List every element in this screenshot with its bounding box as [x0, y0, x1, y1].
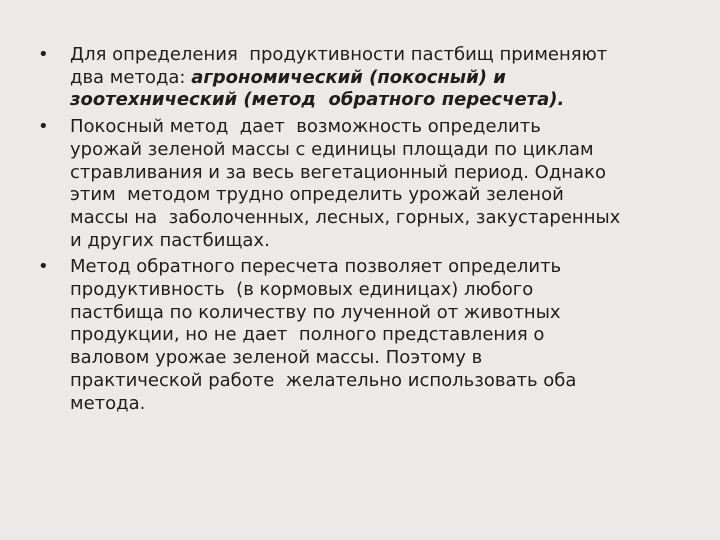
bullet-text-line: Для определения продуктивности пастбищ применяют — [70, 44, 608, 65]
bullet-text-line: урожай зеленой массы с единицы площади по циклам — [70, 138, 594, 160]
bullet-text-line: массы на заболоченных, лесных, горных, закустаренных — [70, 206, 621, 228]
bullet-text-line: этим методом трудно определить урожай зеленой — [70, 184, 564, 206]
bullet-text-line: и других пастбищах. — [70, 229, 270, 251]
emphasized-text: агрономический (покосный) и — [191, 66, 506, 88]
bullet-text-line: продуктивность (в кормовых единицах) любого — [70, 279, 534, 301]
emphasized-text: зоотехнический (метод обратного пересчета). — [70, 89, 565, 111]
bullet-text-line: стравливания и за весь вегетационный период. Однако — [70, 161, 606, 183]
bullet-text-line — [70, 67, 716, 90]
bullet-text-line: продукции, но не дает полного представления о — [70, 324, 545, 346]
bullet-text-line: валовом урожае зеленой массы. Поэтому в — [70, 347, 483, 369]
bullet-marker: • — [38, 44, 49, 65]
bullet-text-line: Метод обратного пересчета позволяет определить — [70, 256, 562, 278]
bullet-item-mowing-method — [36, 116, 716, 252]
bullet-marker: • — [38, 256, 49, 278]
bullet-list — [36, 44, 716, 419]
bullet-item-methods — [36, 44, 716, 112]
bullet-text-line: пастбища по количеству по лученной от животных — [70, 301, 561, 323]
plain-text: два метода: — [70, 66, 192, 88]
bullet-marker: • — [38, 116, 49, 138]
bullet-text-line: практической работе желательно использовать оба — [70, 369, 577, 391]
bullet-item-recount-method — [36, 256, 716, 415]
bullet-text-line: метода. — [70, 392, 146, 414]
bullet-text-line: Покосный метод дает возможность определить — [70, 116, 541, 138]
